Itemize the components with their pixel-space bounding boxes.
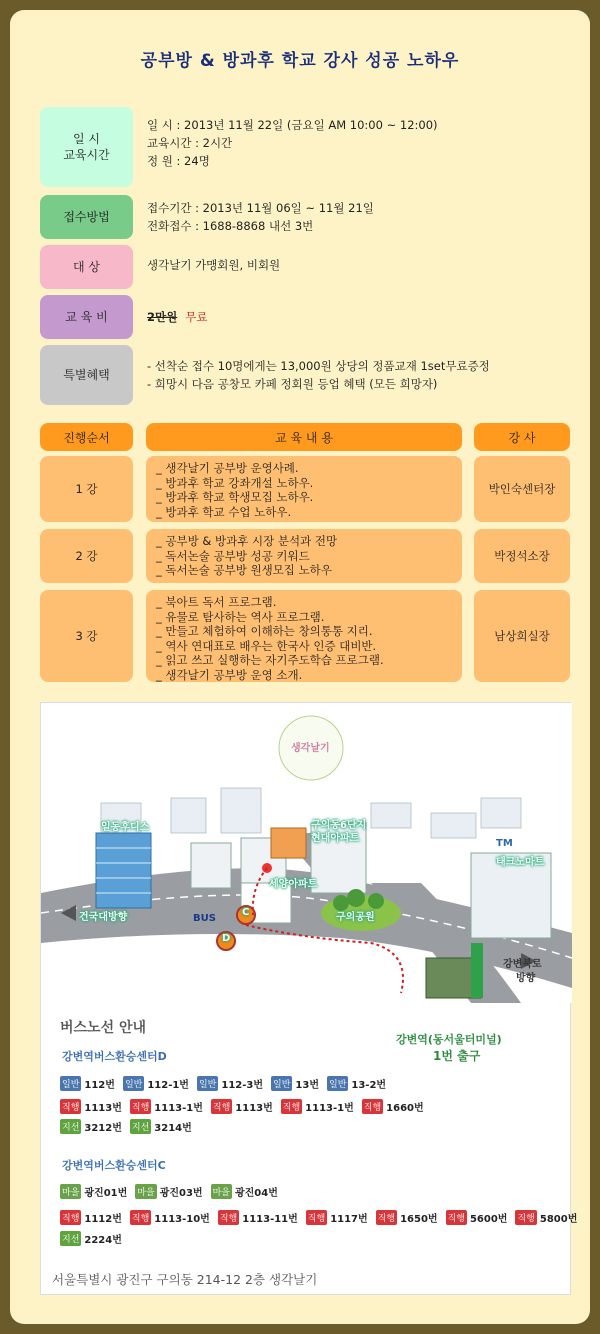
route-number: 13번: [295, 1080, 319, 1091]
route-type-badge: 일반: [60, 1076, 81, 1091]
map-label-techno: 태크노마트: [496, 857, 545, 868]
stop-c-routes-3: [60, 1231, 130, 1246]
stop-d-routes-1: [60, 1076, 394, 1091]
route-number: 1112번: [84, 1214, 122, 1225]
list-item: _ 방과후 학교 학생모집 노하우.: [156, 490, 314, 504]
capacity-line: 정 원 : 24명: [147, 154, 210, 168]
list-item: _ 유물로 탐사하는 역사 프로그램.: [156, 609, 325, 624]
fee-value: [147, 308, 207, 326]
row1-order: 1 강: [40, 456, 133, 522]
row1-teacher: 박인숙센터장: [474, 456, 570, 522]
list-item: _ 생각날기 공부방 운영사례.: [156, 461, 299, 475]
benefits-values: [147, 357, 490, 393]
row2-order: 2 강: [40, 529, 133, 583]
route-type-badge: 직행: [218, 1210, 239, 1225]
registration-values: [147, 199, 374, 235]
route-type-badge: 마을: [60, 1184, 81, 1199]
list-item: _ 읽고 쓰고 실행하는 자기주도학습 프로그램.: [156, 653, 384, 667]
route-type-badge: 일반: [197, 1076, 218, 1091]
route-type-badge: 직행: [515, 1210, 536, 1225]
route-type-badge: 일반: [123, 1076, 144, 1091]
list-item: _ 방과후 학교 강좌개설 노하우.: [156, 475, 314, 490]
header-content: 교 육 내 용: [146, 423, 462, 451]
route-type-badge: 직행: [281, 1099, 302, 1114]
period-line: 접수기간 : 2013년 11월 06일 ~ 11월 21일: [147, 201, 374, 215]
label-target: 대 상: [40, 245, 133, 289]
route-number: 1650번: [400, 1214, 438, 1225]
route-type-badge: 직행: [211, 1099, 232, 1114]
route-number: 13-2번: [351, 1080, 387, 1091]
route-number: 3212번: [84, 1123, 122, 1134]
station-label: 강변역(동서울터미널): [396, 1033, 502, 1046]
stop-c-title: 강변역버스환승센터C: [62, 1159, 166, 1172]
label-schedule: 일 시 교육시간: [40, 107, 133, 187]
route-type-badge: 직행: [130, 1210, 151, 1225]
route-type-badge: 마을: [135, 1184, 156, 1199]
bus-guide-title: 버스노선 안내: [60, 1020, 147, 1036]
label-benefits: 특별혜택: [40, 345, 133, 405]
map-label-konkuk: 건국대방향: [79, 912, 128, 923]
route-number: 광진03번: [159, 1188, 203, 1199]
route-type-badge: 지선: [60, 1231, 81, 1246]
route-number: 112-3번: [221, 1080, 264, 1091]
schedule-values: [147, 116, 438, 170]
route-type-badge: 직행: [362, 1099, 383, 1114]
route-type-badge: 마을: [211, 1184, 232, 1199]
header-teacher: 강 사: [474, 423, 570, 451]
route-number: 광진01번: [84, 1188, 128, 1199]
stop-c-routes-1: [60, 1184, 286, 1199]
route-number: 광진04번: [234, 1188, 278, 1199]
route-number: 1660번: [386, 1103, 424, 1114]
route-number: 1113번: [84, 1103, 122, 1114]
list-item: _ 생각날기 공부방 운영 소개.: [156, 667, 303, 682]
route-number: 5600번: [469, 1214, 508, 1225]
route-type-badge: 지선: [60, 1119, 81, 1134]
row2-content: [146, 529, 462, 583]
route-type-badge: 일반: [327, 1076, 348, 1091]
label-registration: 접수방법: [40, 195, 133, 239]
benefit-2: - 희망시 다음 공창모 카페 정회원 등업 혜택 (모든 희망자): [147, 377, 438, 391]
list-item: _ 공부방 & 방과후 시장 분석과 전망: [156, 534, 338, 548]
bus-stop-d: D: [222, 933, 231, 944]
route-type-badge: 직행: [130, 1099, 151, 1114]
map-label-direction: 방향: [516, 973, 536, 984]
route-number: 1113-11번: [242, 1214, 298, 1225]
label-fee: 교 육 비: [40, 295, 133, 339]
row3-order: 3 강: [40, 590, 133, 682]
row1-content: [146, 456, 462, 522]
map-label-bus: BUS: [193, 913, 216, 924]
bus-stop-c: C: [242, 907, 250, 918]
stop-d-title: 강변역버스환승센터D: [62, 1050, 167, 1063]
exit-label: 1번 출구: [433, 1049, 481, 1063]
duration-line: 교육시간 : 2시간: [147, 136, 233, 150]
map-label-guui6: 구의동6단지: [311, 820, 367, 831]
route-number: 1117번: [330, 1214, 368, 1225]
row2-teacher: 박정석소장: [474, 529, 570, 583]
location-map: [40, 702, 571, 1295]
target-value: 생각날기 가맹회원, 비회원: [147, 258, 281, 272]
route-type-badge: 직행: [60, 1099, 81, 1114]
row3-teacher: 남상희실장: [474, 590, 570, 682]
map-label-seyang: 세양아파트: [269, 879, 318, 890]
old-price: 2만원: [147, 310, 178, 324]
route-number: 2224번: [84, 1235, 122, 1246]
list-item: _ 역사 연대표로 배우는 한국사 인증 대비반.: [156, 638, 377, 653]
list-item: _ 만들고 체험하여 이해하는 창의통통 지리.: [156, 624, 373, 638]
row3-content: [146, 590, 462, 682]
route-number: 1113-1번: [305, 1103, 354, 1114]
stop-d-routes-3: [60, 1119, 200, 1134]
route-type-badge: 직행: [376, 1210, 397, 1225]
route-type-badge: 직행: [306, 1210, 327, 1225]
list-item: _ 독서논술 공부방 원생모집 노하우: [156, 563, 332, 577]
stop-c-routes-2: [60, 1210, 585, 1225]
route-number: 112-1번: [147, 1080, 189, 1091]
map-label-gangbyeon-north: 강변북로: [503, 959, 542, 970]
route-number: 1113번: [235, 1103, 273, 1114]
route-type-badge: 지선: [130, 1119, 151, 1134]
route-number: 3214번: [154, 1123, 192, 1134]
free-price: 무료: [185, 310, 208, 324]
list-item: _ 방과후 학교 수업 노하우.: [156, 504, 292, 519]
route-type-badge: 직행: [446, 1210, 467, 1225]
date-line: 일 시 : 2013년 11월 22일 (금요일 AM 10:00 ~ 12:00): [147, 118, 438, 132]
route-number: 1113-10번: [154, 1214, 210, 1225]
list-item: _ 독서논술 공부방 성공 키워드: [156, 548, 310, 563]
phone-line: 전화접수 : 1688-8868 내선 3번: [147, 219, 314, 233]
map-label-ildong: 일동후디스: [101, 822, 150, 833]
address: 서울특별시 광진구 구의동 214-12 2층 생각날기: [52, 1272, 318, 1287]
map-label-park: 구의공원: [336, 912, 375, 923]
route-number: 112번: [84, 1080, 115, 1091]
route-type-badge: 일반: [271, 1076, 292, 1091]
header-order: 진행순서: [40, 423, 133, 451]
map-label-techno-logo: TM: [496, 838, 513, 849]
list-item: _ 북아트 독서 프로그램.: [156, 595, 277, 609]
route-number: 5800번: [539, 1214, 578, 1225]
route-number: 1113-1번: [154, 1103, 203, 1114]
map-label-logo: 생각날기: [291, 743, 330, 754]
benefit-1: - 선착순 접수 10명에게는 13,000원 상당의 정품교재 1set무료증정: [147, 359, 490, 373]
page-title: 공부방 & 방과후 학교 강사 성공 노하우: [140, 51, 460, 71]
map-label-hyundai: 현대아파트: [311, 833, 360, 844]
stop-d-routes-2: [60, 1099, 432, 1114]
route-type-badge: 직행: [60, 1210, 81, 1225]
